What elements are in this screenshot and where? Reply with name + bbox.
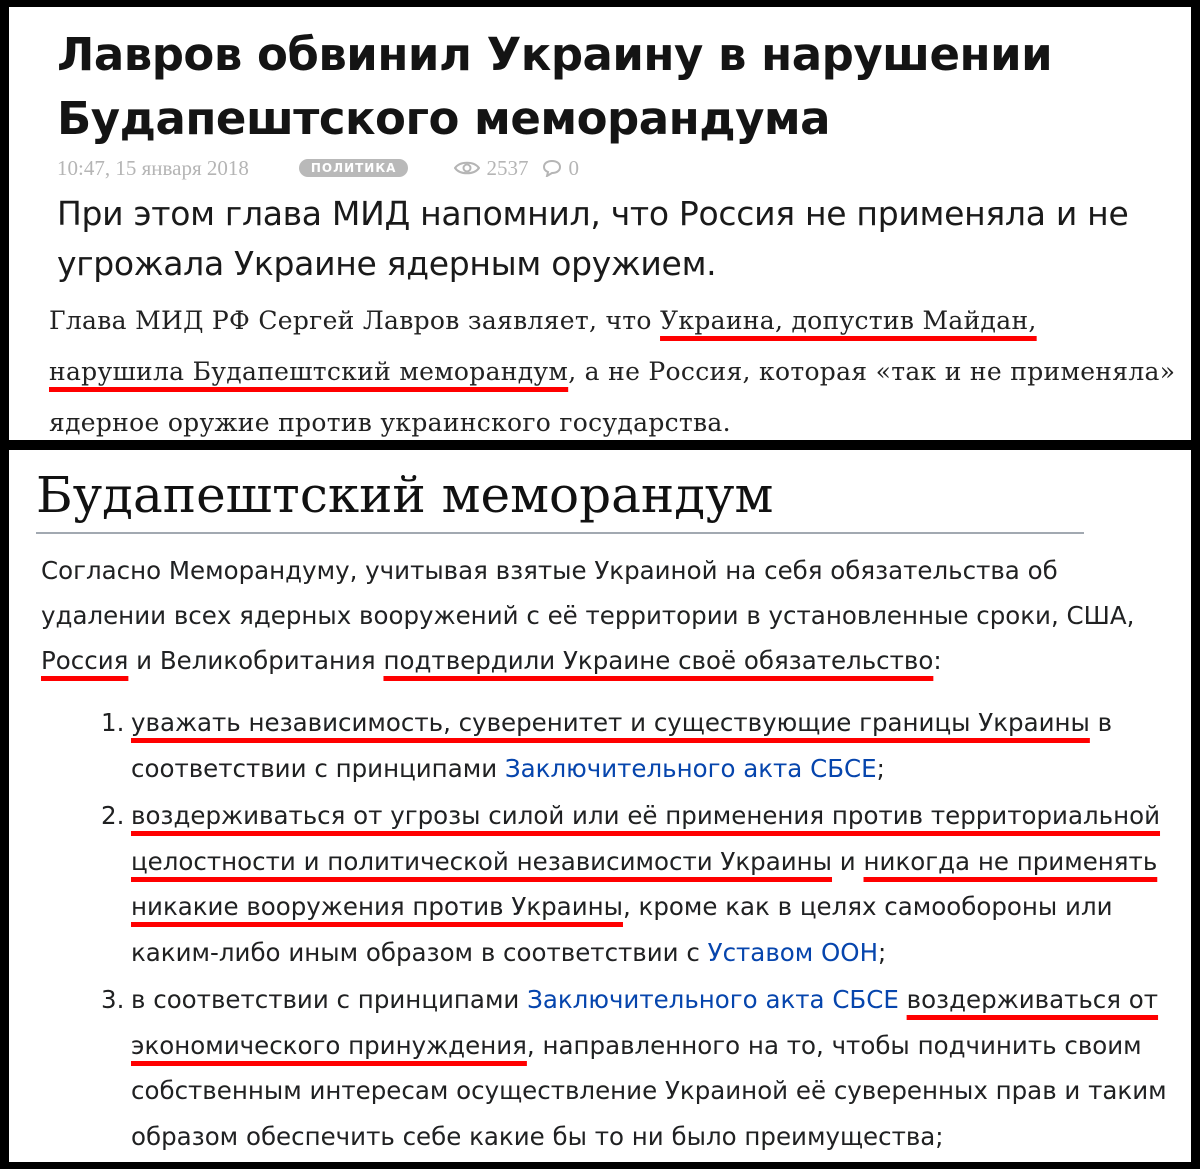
item-highlight: воздерживаться от экономического принуждения <box>131 985 1159 1060</box>
list-number: 1. <box>101 708 125 737</box>
highlight-underline-2: нарушила Будапештский меморандум <box>49 357 569 386</box>
obligations-list <box>33 700 1173 1161</box>
wiki-heading: Будапештский меморандум <box>36 458 1084 534</box>
wiki-link[interactable]: Уставом ООН <box>707 937 879 967</box>
intro-highlight-1: Россия <box>41 646 129 675</box>
article-lead: При этом глава МИД напомнил, что Россия не применяла и не угрожала Украине ядерным оружием. <box>57 194 1129 283</box>
list-number: 3. <box>101 985 125 1014</box>
eye-icon <box>454 160 480 176</box>
item-highlight: воздерживаться от угрозы силой или её применения против территориальной целостности и политической независимости Украины <box>131 801 1161 876</box>
wiki-intro-paragraph <box>41 548 1161 683</box>
category-badge[interactable]: ПОЛИТИКА <box>299 159 409 177</box>
wiki-link[interactable]: Заключительного акта СБСЕ <box>504 753 877 783</box>
item-text: в соответствии с принципами <box>131 708 1113 783</box>
list-item <box>33 700 1173 791</box>
item-highlight: уважать независимость, суверенитет и существующие границы Украины <box>131 708 1090 737</box>
item-text: ; <box>876 753 885 783</box>
list-item <box>33 793 1173 975</box>
article-datetime: 10:47, 15 января 2018 <box>57 155 249 180</box>
article-body <box>49 295 1179 440</box>
article-headline: Лавров обвинил Украину в нарушении Будапештского меморандума <box>57 28 1053 145</box>
item-text: ; <box>878 937 887 967</box>
wiki-link[interactable]: Заключительного акта СБСЕ <box>527 985 899 1014</box>
body-text-3: , а не Россия, которая «так и не применяла» ядерное оружие против украинского государства. <box>49 357 1176 437</box>
list-item <box>33 977 1173 1159</box>
news-article-panel <box>9 7 1191 440</box>
item-text: , кроме как в целях самообороны или каким-либо иным образом в соответствии с <box>131 892 1113 967</box>
comments-counter[interactable] <box>542 156 579 181</box>
list-number: 2. <box>101 801 125 830</box>
article-meta <box>57 155 579 181</box>
comment-bubble-icon <box>542 159 562 177</box>
views-count: 2537 <box>486 155 529 180</box>
intro-highlight-2: подтвердили Украине своё обязательство <box>383 646 934 675</box>
comments-count: 0 <box>568 155 579 180</box>
item-text: и <box>832 846 864 876</box>
item-highlight: никогда не применять никакие вооружения против Украины <box>131 846 1158 921</box>
intro-text-3: : <box>933 646 942 675</box>
intro-text-2: и Великобритания <box>128 646 384 675</box>
views-counter <box>454 156 528 181</box>
item-text <box>899 985 907 1014</box>
wiki-excerpt-panel <box>9 450 1191 1162</box>
intro-text-1: Согласно Меморандуму, учитывая взятые Украиной на себя обязательства об удалении всех ядерных вооружений с её территории в установленные сроки, США, <box>41 556 1135 630</box>
item-text: в соответствии с принципами <box>131 985 528 1014</box>
highlight-underline-1: Украина, допустив Майдан, <box>660 306 1037 335</box>
body-text-1: Глава МИД РФ Сергей Лавров заявляет, что <box>49 306 661 335</box>
item-text: , направленного на то, чтобы подчинить своим собственным интересам осуществление Украиной её суверенных прав и таким образом обеспечить себе какие бы то ни было преимущества; <box>131 1030 1167 1151</box>
